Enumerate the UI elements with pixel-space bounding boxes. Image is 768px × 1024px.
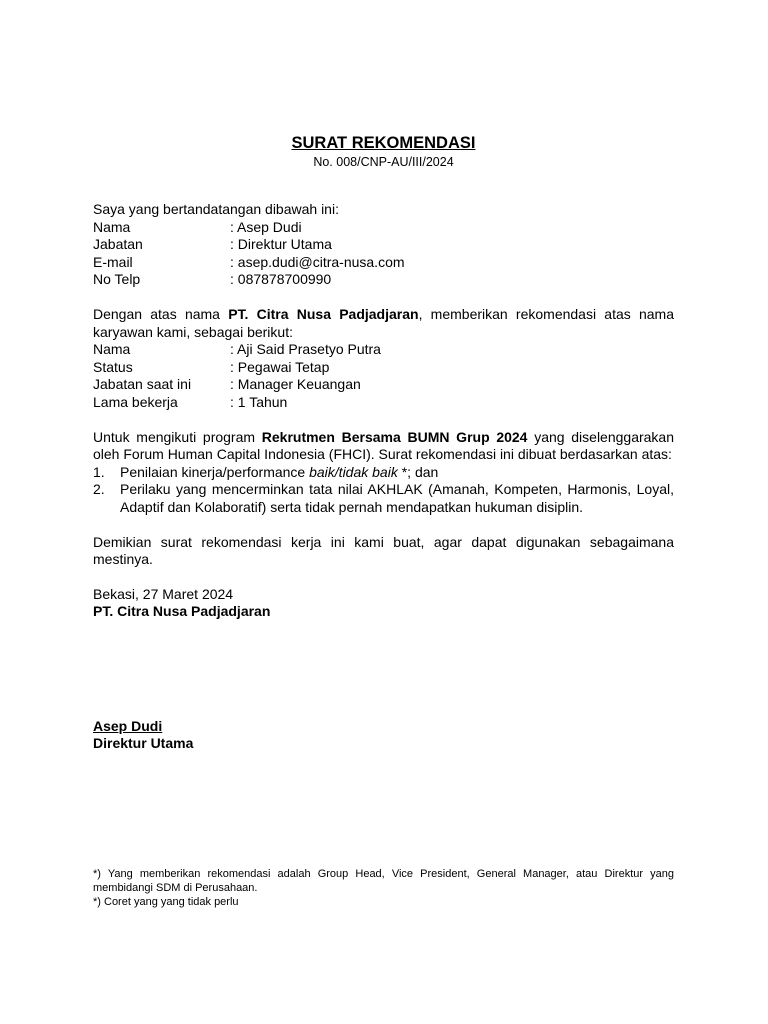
field-label: E-mail <box>93 253 133 270</box>
criteria-prefix: Penilaian kinerja/performance <box>120 463 310 480</box>
field-value: : 1 Tahun <box>230 393 288 410</box>
field-label: Nama <box>93 341 131 358</box>
criteria-number: 2. <box>93 481 105 498</box>
field-label: Status <box>93 358 133 375</box>
field-value: : Manager Keuangan <box>230 376 361 393</box>
program-paragraph <box>93 429 674 464</box>
criteria-list <box>93 464 674 517</box>
field-label: Lama bekerja <box>93 393 178 410</box>
field-value: : Direktur Utama <box>230 236 332 253</box>
field-value: : Aji Said Prasetyo Putra <box>230 341 381 358</box>
criteria-emphasis: baik/tidak baik <box>309 463 398 480</box>
program-suffix: yang diselenggarakan oleh Forum Human Capital Indonesia (FHCI). Surat rekomendasi ini dibuat berdasarkan atas: <box>93 428 675 463</box>
recommendation-paragraph <box>93 306 674 341</box>
employee-details <box>93 341 674 411</box>
criteria-suffix: *; dan <box>397 463 439 480</box>
employee-tenure-row <box>93 394 674 412</box>
signatory-email-row <box>93 254 674 272</box>
letter-title: SURAT REKOMENDASI <box>291 134 476 152</box>
criteria-item-performance <box>93 464 674 482</box>
criteria-item-behavior <box>93 481 674 516</box>
footnote: *) Coret yang yang tidak perlu <box>93 896 239 908</box>
field-value: : asep.dudi@citra-nusa.com <box>230 253 405 270</box>
employee-position-row <box>93 376 674 394</box>
company-name: PT. Citra Nusa Padjadjaran <box>228 305 419 322</box>
signatory-phone-row <box>93 271 674 289</box>
field-value: : 087878700990 <box>230 271 332 288</box>
signatory-position-row <box>93 236 674 254</box>
program-name: Rekrutmen Bersama BUMN Grup 2024 <box>261 428 528 445</box>
program-prefix: Untuk mengikuti program <box>93 428 262 445</box>
field-label: Nama <box>93 218 131 235</box>
field-label: No Telp <box>93 271 141 288</box>
signatory-name-row <box>93 219 674 237</box>
field-label: Jabatan <box>93 236 143 253</box>
signing-company: PT. Citra Nusa Padjadjaran <box>93 603 271 620</box>
intro-text: Saya yang bertandatangan dibawah ini: <box>93 201 339 217</box>
criteria-text: Perilaku yang mencerminkan tata nilai AKHLAK (Amanah, Kompeten, Harmonis, Loyal, Adaptif dan Kolaboratif) serta tidak pernah mendapatkan hukuman disiplin. <box>120 481 674 515</box>
recommendation-suffix: , memberikan rekomendasi atas nama karyawan kami, sebagai berikut: <box>93 305 674 340</box>
employee-name-row <box>93 341 674 359</box>
field-label: Jabatan saat ini <box>93 376 192 393</box>
place-date: Bekasi, 27 Maret 2024 <box>93 585 234 602</box>
recommendation-prefix: Dengan atas nama <box>93 305 229 322</box>
field-value: : Asep Dudi <box>230 218 302 235</box>
employee-status-row <box>93 359 674 377</box>
criteria-number: 1. <box>93 463 105 480</box>
letter-number: No. 008/CNP-AU/III/2024 <box>313 155 454 169</box>
signer-title: Direktur Utama <box>93 735 194 752</box>
footnotes <box>93 867 674 909</box>
criteria-text <box>120 464 674 482</box>
footnote: *) Yang memberikan rekomendasi adalah Group Head, Vice President, General Manager, atau Direktur yang membidangi SDM di Perusahaan. <box>93 868 674 894</box>
closing-paragraph: Demikian surat rekomendasi kerja ini kami buat, agar dapat digunakan sebagaimana mestinya. <box>93 533 674 568</box>
signatory-details <box>93 219 674 289</box>
letter-body <box>93 133 674 753</box>
signer-name: Asep Dudi <box>93 717 163 734</box>
field-value: : Pegawai Tetap <box>230 358 330 375</box>
